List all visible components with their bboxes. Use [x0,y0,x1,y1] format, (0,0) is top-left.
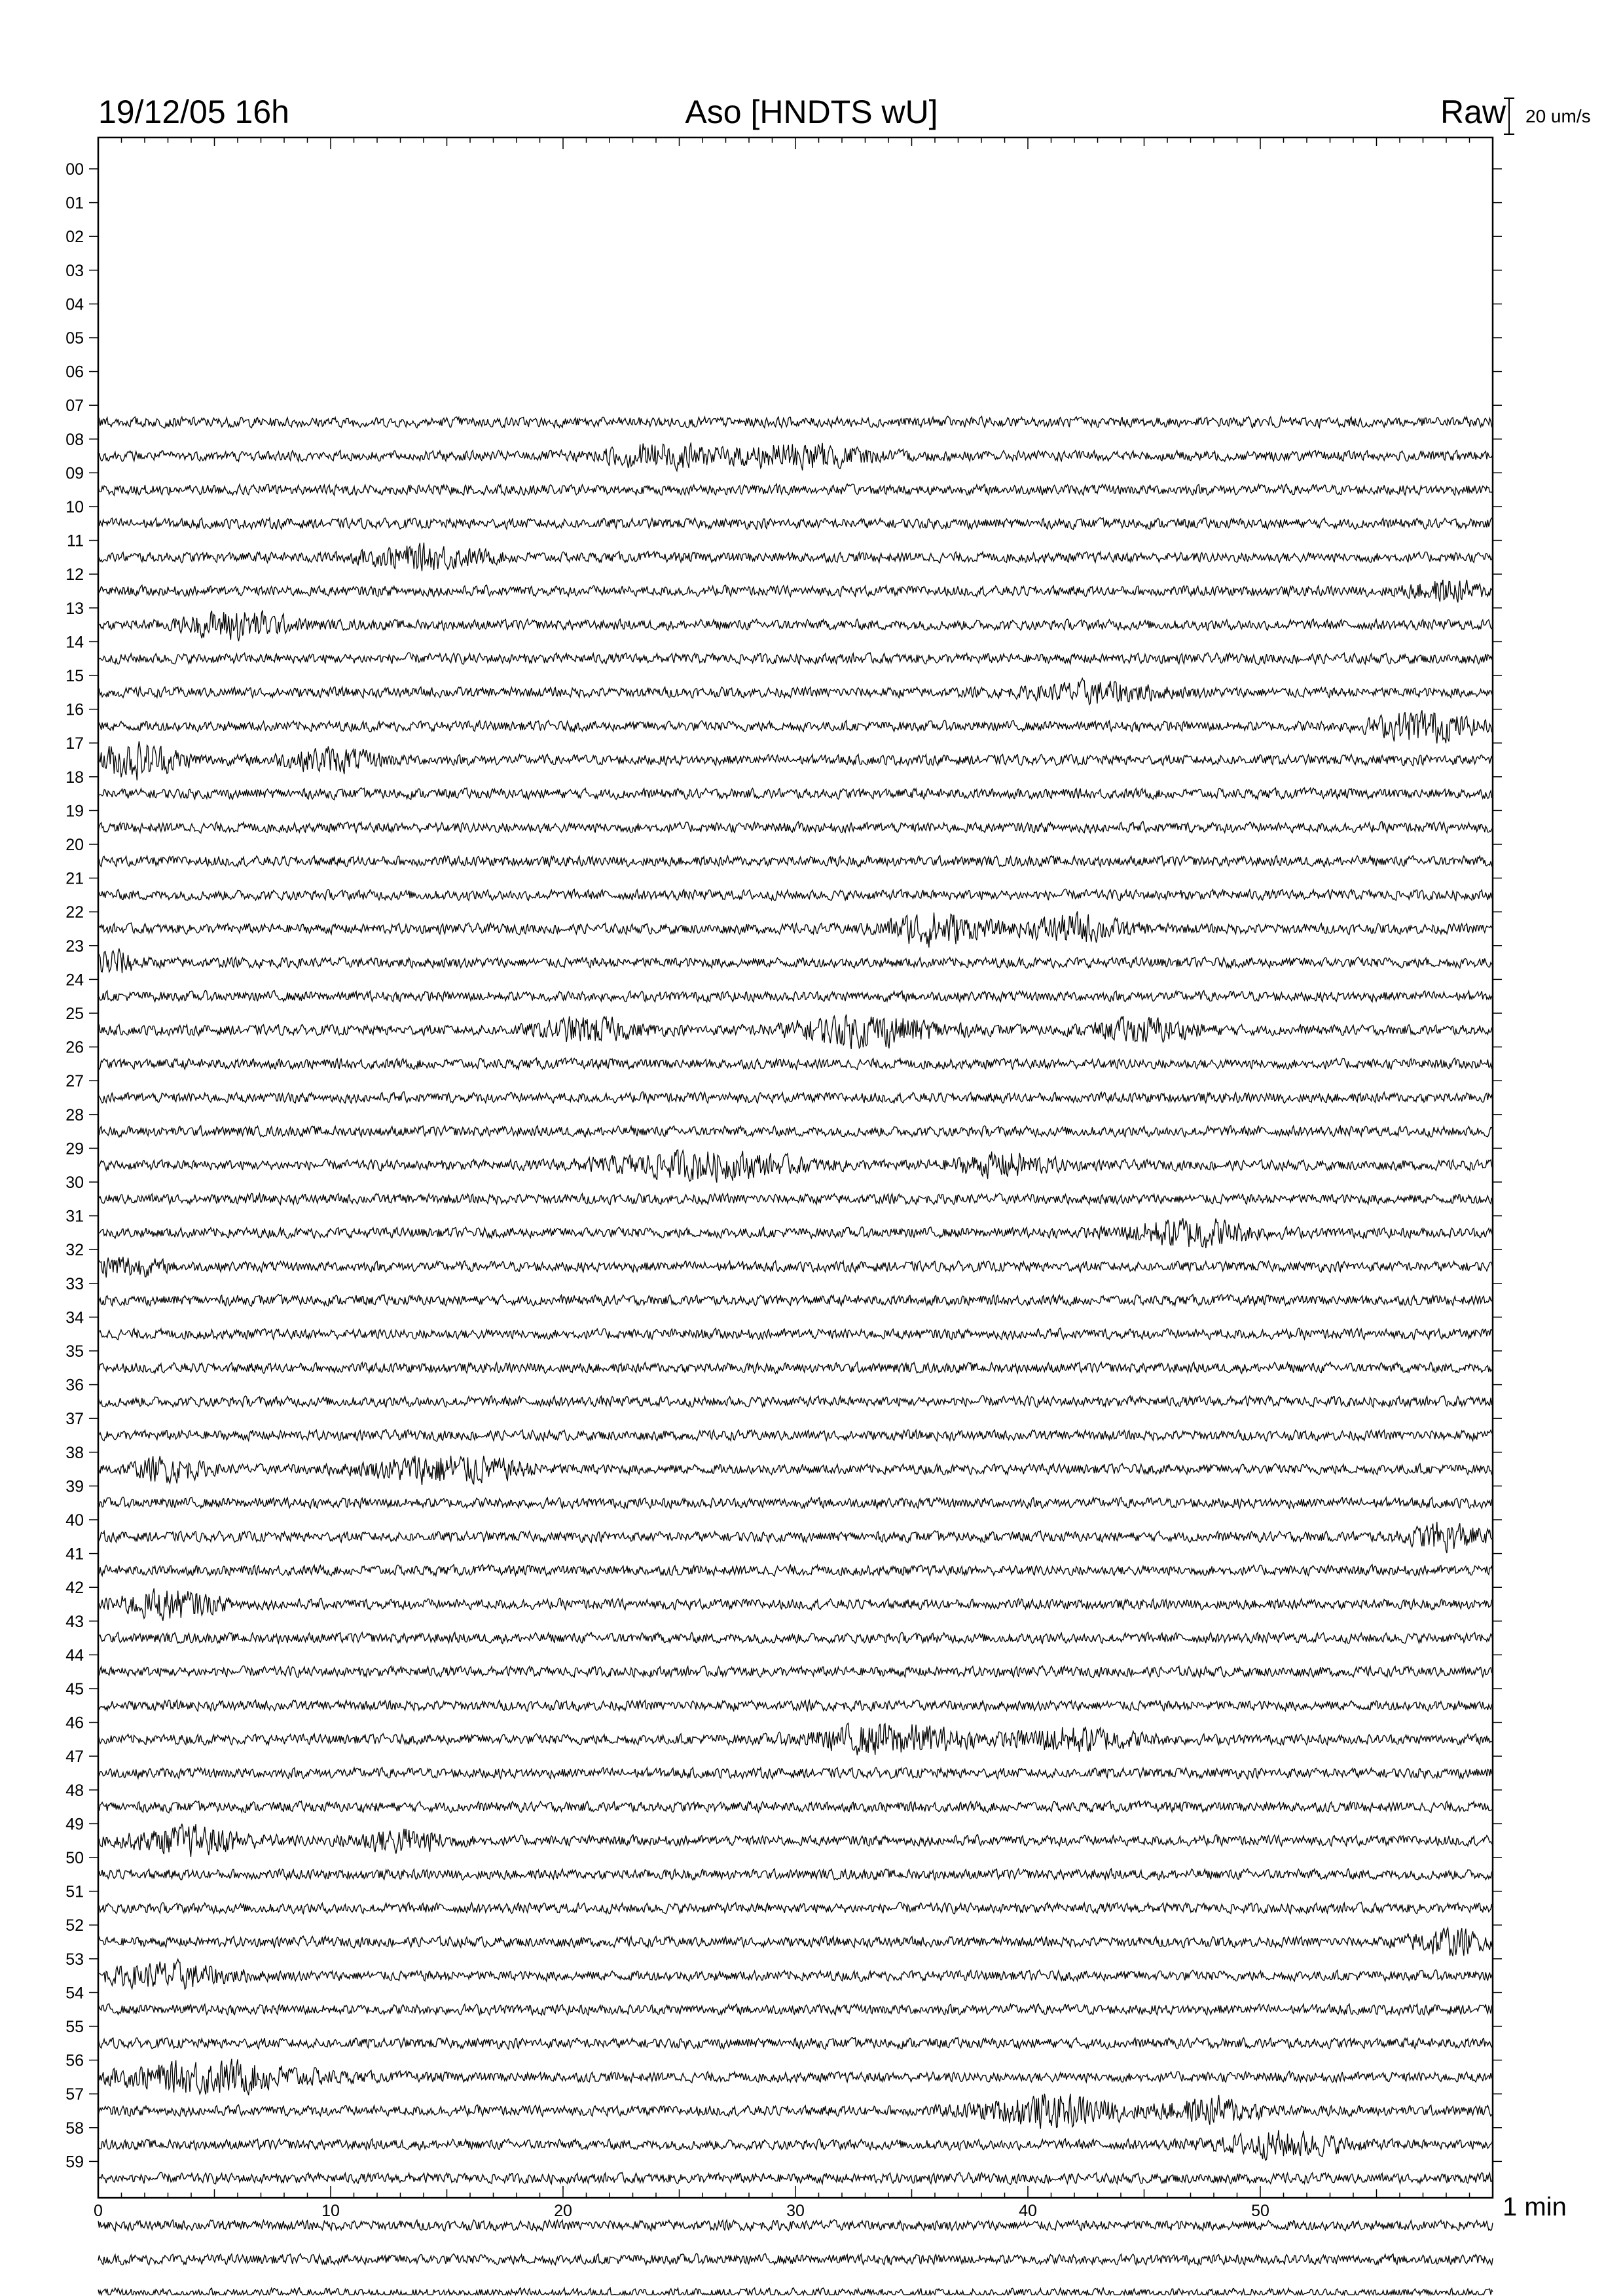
x-tick-label: 40 [1019,2202,1037,2220]
row-label: 00 [65,160,84,179]
x-tick-label: 10 [321,2202,340,2220]
seismic-trace [98,678,1493,704]
row-label: 23 [65,937,84,956]
row-label: 31 [65,1207,84,1226]
seismic-trace [98,1395,1493,1407]
seismic-trace [98,2059,1493,2096]
row-label: 46 [65,1713,84,1732]
row-label: 08 [65,430,84,449]
seismic-trace [98,1959,1493,1989]
row-label: 50 [65,1849,84,1867]
seismic-trace [98,1362,1493,1373]
seismic-trace [98,543,1493,571]
row-label: 57 [65,2085,84,2104]
x-tick-label: 0 [94,2202,103,2220]
seismic-trace [98,1193,1493,1204]
seismic-trace [98,1092,1493,1103]
row-label: 09 [65,464,84,483]
seismic-trace [98,1295,1493,1306]
row-label: 12 [65,565,84,584]
seismic-trace [98,2219,1493,2231]
row-label: 30 [65,1174,84,1192]
row-label: 34 [65,1308,84,1327]
row-label: 01 [65,194,84,213]
seismic-trace [98,1588,1493,1621]
row-label: 28 [65,1105,84,1124]
seismic-trace [98,911,1493,947]
row-label: 03 [65,261,84,280]
seismic-trace [98,1150,1493,1183]
seismic-trace [98,1058,1493,1070]
row-label: 39 [65,1477,84,1496]
seismic-trace [98,1014,1493,1049]
row-label: 13 [65,599,84,618]
seismic-trace [98,484,1493,495]
row-label: 38 [65,1443,84,1462]
row-label: 25 [65,1005,84,1023]
seismic-trace [98,416,1493,428]
row-label: 54 [65,1984,84,2003]
seismic-trace [98,1801,1493,1813]
row-label: 11 [67,531,84,550]
seismic-trace [98,2094,1493,2129]
scale-label: 20 um/s [1525,106,1591,126]
row-label: 43 [65,1612,84,1631]
row-label: 26 [65,1038,84,1057]
seismic-trace [98,1666,1493,1677]
seismic-trace [98,1328,1493,1340]
seismic-trace [98,1497,1493,1509]
seismic-trace [98,518,1493,529]
row-label: 53 [65,1950,84,1969]
mode-label: Raw [1440,94,1506,130]
row-label: 18 [65,768,84,787]
row-label: 40 [65,1511,84,1530]
seismic-trace [98,2253,1493,2265]
row-label: 42 [65,1579,84,1598]
seismic-trace [98,1429,1493,1441]
row-label: 32 [65,1241,84,1260]
seismic-trace [98,821,1493,833]
row-label: 04 [65,295,84,314]
seismic-trace [98,1723,1493,1755]
seismic-trace [98,2172,1493,2184]
seismic-trace [98,1218,1493,1248]
seismic-trace [98,1257,1493,1278]
row-label: 15 [65,667,84,685]
row-label: 10 [65,498,84,516]
row-label: 16 [65,700,84,719]
row-label: 58 [65,2119,84,2138]
seismic-trace [98,948,1493,973]
seismic-trace [98,990,1493,1002]
seismic-trace [98,611,1493,641]
row-label: 59 [65,2153,84,2172]
row-label: 55 [65,2018,84,2036]
row-label: 37 [65,1410,84,1429]
row-label: 24 [65,971,84,990]
seismic-trace [98,1632,1493,1643]
seismic-trace [98,1928,1493,1957]
seismic-trace [98,1456,1493,1485]
row-label: 06 [65,363,84,382]
x-tick-label: 20 [554,2202,572,2220]
plot-frame [98,137,1493,2198]
x-tick-label: 50 [1251,2202,1269,2220]
seismic-trace [98,1902,1493,1914]
seismic-trace [98,580,1493,603]
seismic-trace [98,442,1493,471]
row-label: 47 [65,1748,84,1767]
row-label: 20 [65,836,84,854]
seismic-trace [98,788,1493,800]
row-label: 14 [65,633,84,652]
seismic-trace [98,889,1493,901]
seismic-trace [98,1126,1493,1138]
row-label: 51 [65,1882,84,1901]
row-label: 56 [65,2051,84,2070]
row-label: 45 [65,1680,84,1698]
seismic-trace [98,1700,1493,1711]
row-label: 35 [65,1342,84,1361]
row-label: 49 [65,1815,84,1834]
row-label: 29 [65,1139,84,1158]
station-title: Aso [HNDTS wU] [685,94,938,130]
plot-date: 19/12/05 16h [98,94,289,130]
seismic-trace [98,1565,1493,1577]
seismic-trace [98,855,1493,867]
seismic-trace [98,2287,1493,2295]
row-label: 19 [65,802,84,821]
seismic-trace [98,742,1493,781]
row-label: 27 [65,1072,84,1091]
x-tick-label: 30 [786,2202,805,2220]
seismic-trace [98,710,1493,744]
seismic-trace [98,2130,1493,2161]
row-label: 36 [65,1376,84,1395]
seismic-trace [98,653,1493,664]
seismic-trace [98,1767,1493,1779]
row-label: 44 [65,1646,84,1665]
seismic-trace [98,2004,1493,2015]
seismic-trace [98,1824,1493,1857]
row-label: 33 [65,1274,84,1293]
row-label: 02 [65,228,84,247]
row-label: 17 [65,734,84,753]
x-unit-label: 1 min [1503,2193,1567,2221]
row-label: 22 [65,903,84,922]
seismic-trace [98,1869,1493,1880]
row-label: 21 [65,869,84,888]
seismic-trace [98,1522,1493,1553]
row-label: 05 [65,329,84,348]
row-label: 41 [65,1545,84,1564]
seismic-trace [98,2037,1493,2049]
row-label: 48 [65,1781,84,1800]
row-label: 52 [65,1916,84,1935]
row-label: 07 [65,397,84,416]
